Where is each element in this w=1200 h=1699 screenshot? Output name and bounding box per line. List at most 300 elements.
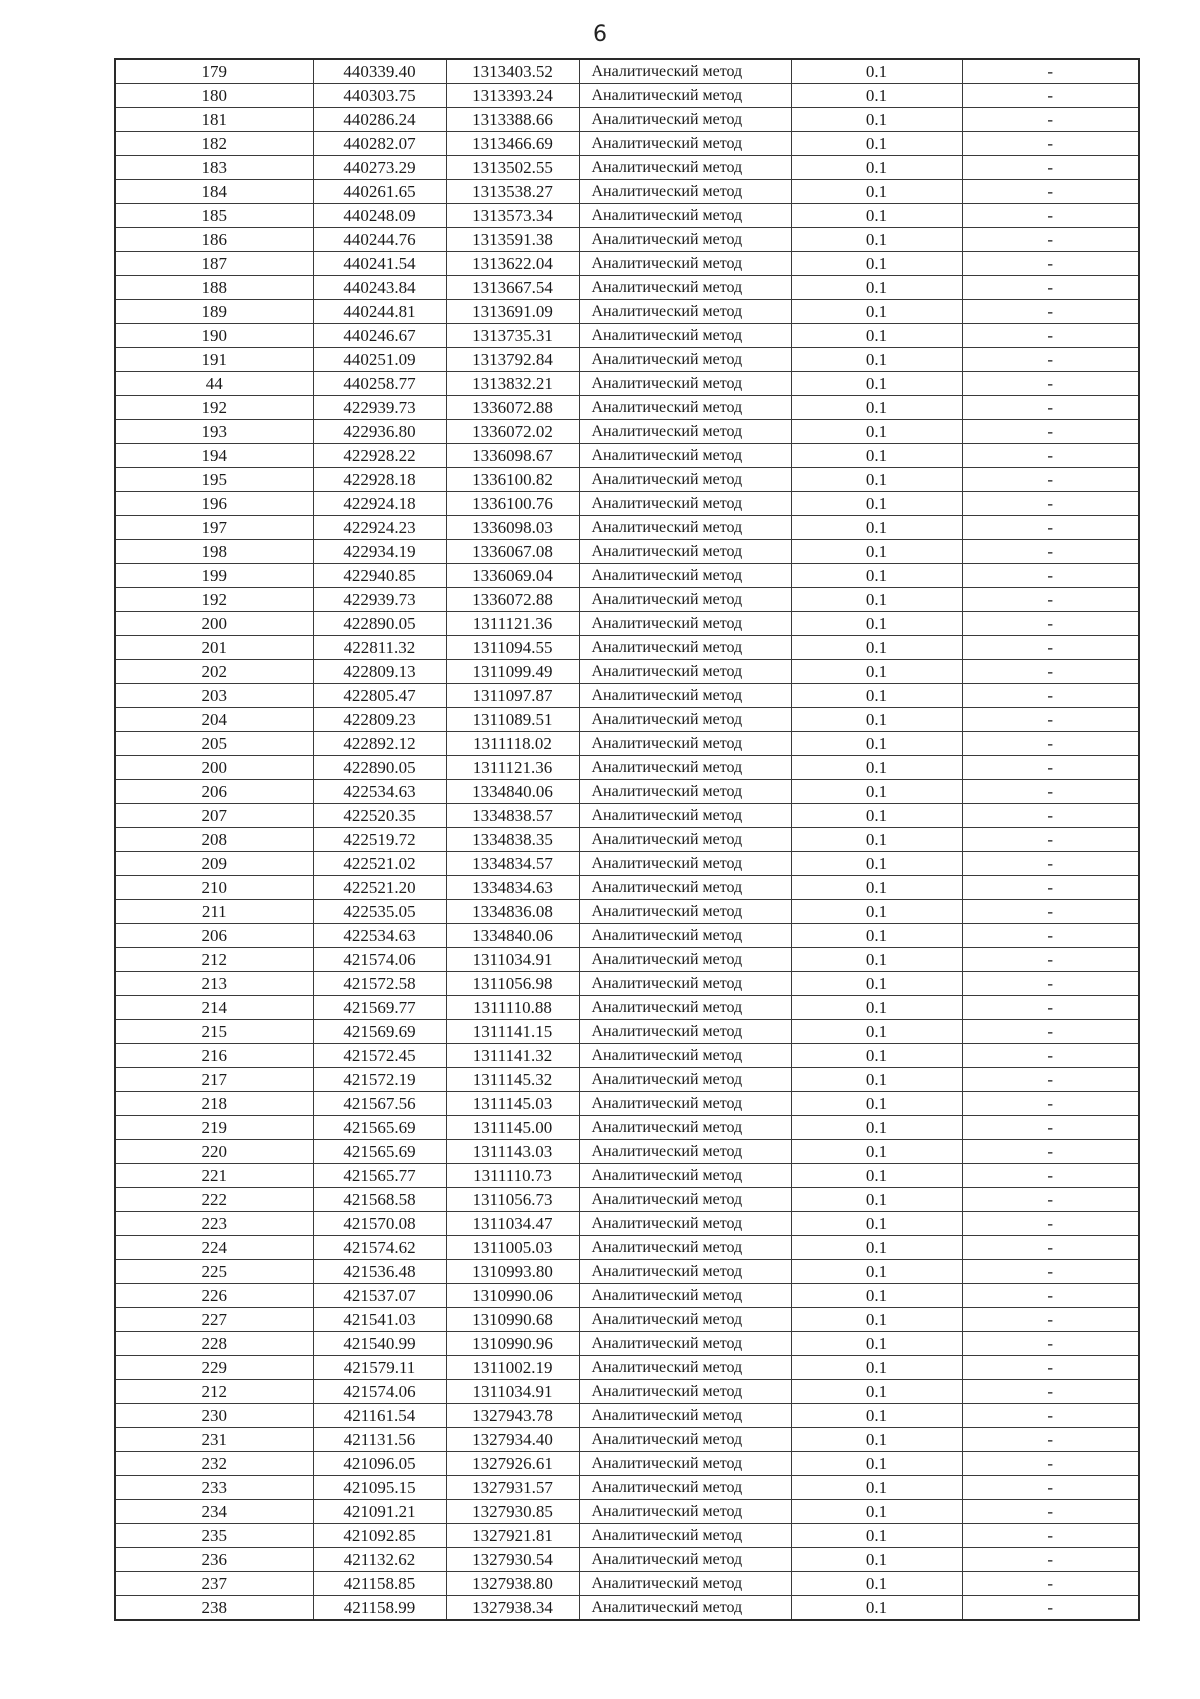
point-number-cell: 190: [115, 324, 313, 348]
description-cell: -: [962, 276, 1139, 300]
y-coordinate-cell: 1336100.82: [446, 468, 579, 492]
precision-cell: 0.1: [791, 1212, 962, 1236]
description-cell: -: [962, 708, 1139, 732]
precision-cell: 0.1: [791, 1524, 962, 1548]
table-row: [115, 108, 1139, 132]
table-row: [115, 780, 1139, 804]
x-coordinate-cell: 422934.19: [313, 540, 446, 564]
precision-cell: 0.1: [791, 300, 962, 324]
precision-cell: 0.1: [791, 180, 962, 204]
y-coordinate-cell: 1334836.08: [446, 900, 579, 924]
method-cell: Аналитический метод: [579, 444, 791, 468]
method-cell: Аналитический метод: [579, 84, 791, 108]
y-coordinate-cell: 1311141.32: [446, 1044, 579, 1068]
x-coordinate-cell: 440244.76: [313, 228, 446, 252]
precision-cell: 0.1: [791, 684, 962, 708]
precision-cell: 0.1: [791, 588, 962, 612]
table-row: [115, 684, 1139, 708]
method-cell: Аналитический метод: [579, 876, 791, 900]
method-cell: Аналитический метод: [579, 588, 791, 612]
description-cell: -: [962, 300, 1139, 324]
precision-cell: 0.1: [791, 1044, 962, 1068]
method-cell: Аналитический метод: [579, 252, 791, 276]
description-cell: -: [962, 1356, 1139, 1380]
point-number-cell: 44: [115, 372, 313, 396]
table-row: [115, 804, 1139, 828]
y-coordinate-cell: 1336069.04: [446, 564, 579, 588]
table-row: [115, 1260, 1139, 1284]
method-cell: Аналитический метод: [579, 372, 791, 396]
description-cell: -: [962, 204, 1139, 228]
x-coordinate-cell: 421572.58: [313, 972, 446, 996]
x-coordinate-cell: 421565.77: [313, 1164, 446, 1188]
method-cell: Аналитический метод: [579, 1524, 791, 1548]
point-number-cell: 207: [115, 804, 313, 828]
y-coordinate-cell: 1327926.61: [446, 1452, 579, 1476]
table-row: [115, 732, 1139, 756]
x-coordinate-cell: 422924.23: [313, 516, 446, 540]
point-number-cell: 220: [115, 1140, 313, 1164]
table-row: [115, 708, 1139, 732]
precision-cell: 0.1: [791, 1260, 962, 1284]
table-row: [115, 924, 1139, 948]
method-cell: Аналитический метод: [579, 420, 791, 444]
x-coordinate-cell: 422939.73: [313, 588, 446, 612]
x-coordinate-cell: 421095.15: [313, 1476, 446, 1500]
y-coordinate-cell: 1313538.27: [446, 180, 579, 204]
method-cell: Аналитический метод: [579, 540, 791, 564]
method-cell: Аналитический метод: [579, 924, 791, 948]
point-number-cell: 225: [115, 1260, 313, 1284]
table-row: [115, 300, 1139, 324]
precision-cell: 0.1: [791, 228, 962, 252]
description-cell: -: [962, 1596, 1139, 1621]
method-cell: Аналитический метод: [579, 228, 791, 252]
table-row: [115, 972, 1139, 996]
table-row: [115, 1188, 1139, 1212]
point-number-cell: 199: [115, 564, 313, 588]
precision-cell: 0.1: [791, 1428, 962, 1452]
point-number-cell: 194: [115, 444, 313, 468]
table-row: [115, 588, 1139, 612]
method-cell: Аналитический метод: [579, 636, 791, 660]
method-cell: Аналитический метод: [579, 59, 791, 84]
method-cell: Аналитический метод: [579, 1236, 791, 1260]
y-coordinate-cell: 1311121.36: [446, 612, 579, 636]
y-coordinate-cell: 1313573.34: [446, 204, 579, 228]
method-cell: Аналитический метод: [579, 1116, 791, 1140]
method-cell: Аналитический метод: [579, 852, 791, 876]
point-number-cell: 195: [115, 468, 313, 492]
point-number-cell: 211: [115, 900, 313, 924]
point-number-cell: 210: [115, 876, 313, 900]
table-row: [115, 252, 1139, 276]
description-cell: -: [962, 1476, 1139, 1500]
precision-cell: 0.1: [791, 636, 962, 660]
description-cell: -: [962, 828, 1139, 852]
method-cell: Аналитический метод: [579, 828, 791, 852]
precision-cell: 0.1: [791, 948, 962, 972]
x-coordinate-cell: 421131.56: [313, 1428, 446, 1452]
precision-cell: 0.1: [791, 324, 962, 348]
y-coordinate-cell: 1327930.54: [446, 1548, 579, 1572]
description-cell: -: [962, 228, 1139, 252]
table-row: [115, 396, 1139, 420]
description-cell: -: [962, 1524, 1139, 1548]
x-coordinate-cell: 421158.99: [313, 1596, 446, 1621]
description-cell: -: [962, 516, 1139, 540]
point-number-cell: 234: [115, 1500, 313, 1524]
method-cell: Аналитический метод: [579, 492, 791, 516]
y-coordinate-cell: 1311118.02: [446, 732, 579, 756]
description-cell: -: [962, 540, 1139, 564]
precision-cell: 0.1: [791, 612, 962, 636]
point-number-cell: 201: [115, 636, 313, 660]
precision-cell: 0.1: [791, 1116, 962, 1140]
precision-cell: 0.1: [791, 660, 962, 684]
point-number-cell: 231: [115, 1428, 313, 1452]
y-coordinate-cell: 1327934.40: [446, 1428, 579, 1452]
description-cell: -: [962, 660, 1139, 684]
y-coordinate-cell: 1311034.91: [446, 1380, 579, 1404]
table-row: [115, 948, 1139, 972]
x-coordinate-cell: 421537.07: [313, 1284, 446, 1308]
x-coordinate-cell: 421579.11: [313, 1356, 446, 1380]
description-cell: -: [962, 1068, 1139, 1092]
x-coordinate-cell: 422809.13: [313, 660, 446, 684]
x-coordinate-cell: 422924.18: [313, 492, 446, 516]
y-coordinate-cell: 1311145.03: [446, 1092, 579, 1116]
x-coordinate-cell: 422534.63: [313, 780, 446, 804]
precision-cell: 0.1: [791, 84, 962, 108]
x-coordinate-cell: 421570.08: [313, 1212, 446, 1236]
method-cell: Аналитический метод: [579, 1500, 791, 1524]
method-cell: Аналитический метод: [579, 132, 791, 156]
description-cell: -: [962, 444, 1139, 468]
point-number-cell: 180: [115, 84, 313, 108]
x-coordinate-cell: 421536.48: [313, 1260, 446, 1284]
y-coordinate-cell: 1311145.32: [446, 1068, 579, 1092]
table-row: [115, 636, 1139, 660]
y-coordinate-cell: 1334838.35: [446, 828, 579, 852]
point-number-cell: 197: [115, 516, 313, 540]
description-cell: -: [962, 852, 1139, 876]
point-number-cell: 213: [115, 972, 313, 996]
table-row: [115, 1500, 1139, 1524]
precision-cell: 0.1: [791, 1164, 962, 1188]
x-coordinate-cell: 422519.72: [313, 828, 446, 852]
y-coordinate-cell: 1311005.03: [446, 1236, 579, 1260]
y-coordinate-cell: 1311094.55: [446, 636, 579, 660]
y-coordinate-cell: 1311097.87: [446, 684, 579, 708]
y-coordinate-cell: 1310990.96: [446, 1332, 579, 1356]
table-row: [115, 180, 1139, 204]
point-number-cell: 232: [115, 1452, 313, 1476]
y-coordinate-cell: 1336072.88: [446, 396, 579, 420]
description-cell: -: [962, 396, 1139, 420]
precision-cell: 0.1: [791, 1140, 962, 1164]
y-coordinate-cell: 1327943.78: [446, 1404, 579, 1428]
method-cell: Аналитический метод: [579, 756, 791, 780]
x-coordinate-cell: 440258.77: [313, 372, 446, 396]
precision-cell: 0.1: [791, 1500, 962, 1524]
description-cell: -: [962, 1260, 1139, 1284]
precision-cell: 0.1: [791, 108, 962, 132]
x-coordinate-cell: 421569.77: [313, 996, 446, 1020]
table-row: [115, 996, 1139, 1020]
point-number-cell: 216: [115, 1044, 313, 1068]
precision-cell: 0.1: [791, 372, 962, 396]
description-cell: -: [962, 252, 1139, 276]
point-number-cell: 184: [115, 180, 313, 204]
point-number-cell: 230: [115, 1404, 313, 1428]
precision-cell: 0.1: [791, 1452, 962, 1476]
x-coordinate-cell: 422521.02: [313, 852, 446, 876]
precision-cell: 0.1: [791, 492, 962, 516]
x-coordinate-cell: 421568.58: [313, 1188, 446, 1212]
description-cell: -: [962, 492, 1139, 516]
precision-cell: 0.1: [791, 1572, 962, 1596]
table-row: [115, 348, 1139, 372]
description-cell: -: [962, 1452, 1139, 1476]
x-coordinate-cell: 440261.65: [313, 180, 446, 204]
precision-cell: 0.1: [791, 468, 962, 492]
method-cell: Аналитический метод: [579, 1140, 791, 1164]
point-number-cell: 188: [115, 276, 313, 300]
precision-cell: 0.1: [791, 396, 962, 420]
y-coordinate-cell: 1311056.73: [446, 1188, 579, 1212]
method-cell: Аналитический метод: [579, 684, 791, 708]
y-coordinate-cell: 1311145.00: [446, 1116, 579, 1140]
description-cell: -: [962, 156, 1139, 180]
precision-cell: 0.1: [791, 252, 962, 276]
point-number-cell: 219: [115, 1116, 313, 1140]
y-coordinate-cell: 1311121.36: [446, 756, 579, 780]
description-cell: -: [962, 804, 1139, 828]
x-coordinate-cell: 421096.05: [313, 1452, 446, 1476]
table-row: [115, 204, 1139, 228]
table-row: [115, 1548, 1139, 1572]
table-row: [115, 564, 1139, 588]
y-coordinate-cell: 1313735.31: [446, 324, 579, 348]
table-row: [115, 1140, 1139, 1164]
table-row: [115, 84, 1139, 108]
description-cell: -: [962, 636, 1139, 660]
table-row: [115, 132, 1139, 156]
x-coordinate-cell: 422936.80: [313, 420, 446, 444]
precision-cell: 0.1: [791, 1356, 962, 1380]
y-coordinate-cell: 1311034.47: [446, 1212, 579, 1236]
x-coordinate-cell: 440273.29: [313, 156, 446, 180]
point-number-cell: 212: [115, 948, 313, 972]
method-cell: Аналитический метод: [579, 660, 791, 684]
point-number-cell: 203: [115, 684, 313, 708]
x-coordinate-cell: 421541.03: [313, 1308, 446, 1332]
y-coordinate-cell: 1334834.63: [446, 876, 579, 900]
method-cell: Аналитический метод: [579, 1332, 791, 1356]
table-row: [115, 1092, 1139, 1116]
method-cell: Аналитический метод: [579, 564, 791, 588]
method-cell: Аналитический метод: [579, 1380, 791, 1404]
y-coordinate-cell: 1336072.88: [446, 588, 579, 612]
y-coordinate-cell: 1327938.34: [446, 1596, 579, 1621]
x-coordinate-cell: 422520.35: [313, 804, 446, 828]
point-number-cell: 192: [115, 396, 313, 420]
description-cell: -: [962, 1188, 1139, 1212]
x-coordinate-cell: 440339.40: [313, 59, 446, 84]
point-number-cell: 202: [115, 660, 313, 684]
point-number-cell: 206: [115, 780, 313, 804]
method-cell: Аналитический метод: [579, 1356, 791, 1380]
method-cell: Аналитический метод: [579, 1428, 791, 1452]
precision-cell: 0.1: [791, 59, 962, 84]
table-row: [115, 516, 1139, 540]
precision-cell: 0.1: [791, 828, 962, 852]
point-number-cell: 229: [115, 1356, 313, 1380]
x-coordinate-cell: 422521.20: [313, 876, 446, 900]
precision-cell: 0.1: [791, 1596, 962, 1621]
x-coordinate-cell: 422809.23: [313, 708, 446, 732]
table-row: [115, 1596, 1139, 1621]
y-coordinate-cell: 1327921.81: [446, 1524, 579, 1548]
y-coordinate-cell: 1313832.21: [446, 372, 579, 396]
y-coordinate-cell: 1313393.24: [446, 84, 579, 108]
y-coordinate-cell: 1327938.80: [446, 1572, 579, 1596]
table-row: [115, 828, 1139, 852]
point-number-cell: 217: [115, 1068, 313, 1092]
precision-cell: 0.1: [791, 924, 962, 948]
precision-cell: 0.1: [791, 564, 962, 588]
y-coordinate-cell: 1311110.88: [446, 996, 579, 1020]
precision-cell: 0.1: [791, 348, 962, 372]
table-row: [115, 1428, 1139, 1452]
precision-cell: 0.1: [791, 1332, 962, 1356]
point-number-cell: 238: [115, 1596, 313, 1621]
description-cell: -: [962, 1332, 1139, 1356]
y-coordinate-cell: 1334840.06: [446, 780, 579, 804]
description-cell: -: [962, 1308, 1139, 1332]
table-row: [115, 324, 1139, 348]
table-row: [115, 1572, 1139, 1596]
precision-cell: 0.1: [791, 852, 962, 876]
precision-cell: 0.1: [791, 972, 962, 996]
table-row: [115, 1476, 1139, 1500]
x-coordinate-cell: 440248.09: [313, 204, 446, 228]
table-row: [115, 156, 1139, 180]
description-cell: -: [962, 996, 1139, 1020]
precision-cell: 0.1: [791, 540, 962, 564]
y-coordinate-cell: 1336067.08: [446, 540, 579, 564]
y-coordinate-cell: 1311056.98: [446, 972, 579, 996]
x-coordinate-cell: 421574.62: [313, 1236, 446, 1260]
x-coordinate-cell: 421091.21: [313, 1500, 446, 1524]
x-coordinate-cell: 421132.62: [313, 1548, 446, 1572]
table-row: [115, 1284, 1139, 1308]
precision-cell: 0.1: [791, 756, 962, 780]
description-cell: -: [962, 1092, 1139, 1116]
precision-cell: 0.1: [791, 876, 962, 900]
table-row: [115, 1068, 1139, 1092]
description-cell: -: [962, 876, 1139, 900]
table-row: [115, 1524, 1139, 1548]
description-cell: -: [962, 1044, 1139, 1068]
method-cell: Аналитический метод: [579, 1092, 791, 1116]
method-cell: Аналитический метод: [579, 996, 791, 1020]
description-cell: -: [962, 1572, 1139, 1596]
point-number-cell: 218: [115, 1092, 313, 1116]
table-row: [115, 756, 1139, 780]
x-coordinate-cell: 422928.18: [313, 468, 446, 492]
y-coordinate-cell: 1313502.55: [446, 156, 579, 180]
table-row: [115, 1212, 1139, 1236]
description-cell: -: [962, 564, 1139, 588]
precision-cell: 0.1: [791, 1020, 962, 1044]
description-cell: -: [962, 132, 1139, 156]
point-number-cell: 235: [115, 1524, 313, 1548]
y-coordinate-cell: 1311089.51: [446, 708, 579, 732]
method-cell: Аналитический метод: [579, 1020, 791, 1044]
coordinates-table: [114, 58, 1140, 1621]
point-number-cell: 196: [115, 492, 313, 516]
point-number-cell: 215: [115, 1020, 313, 1044]
y-coordinate-cell: 1311143.03: [446, 1140, 579, 1164]
table-row: [115, 276, 1139, 300]
point-number-cell: 212: [115, 1380, 313, 1404]
method-cell: Аналитический метод: [579, 1260, 791, 1284]
precision-cell: 0.1: [791, 804, 962, 828]
y-coordinate-cell: 1311034.91: [446, 948, 579, 972]
table-row: [115, 59, 1139, 84]
y-coordinate-cell: 1313792.84: [446, 348, 579, 372]
point-number-cell: 192: [115, 588, 313, 612]
precision-cell: 0.1: [791, 1092, 962, 1116]
description-cell: -: [962, 348, 1139, 372]
precision-cell: 0.1: [791, 1380, 962, 1404]
description-cell: -: [962, 420, 1139, 444]
x-coordinate-cell: 421567.56: [313, 1092, 446, 1116]
point-number-cell: 206: [115, 924, 313, 948]
method-cell: Аналитический метод: [579, 300, 791, 324]
precision-cell: 0.1: [791, 1404, 962, 1428]
point-number-cell: 224: [115, 1236, 313, 1260]
table-row: [115, 540, 1139, 564]
y-coordinate-cell: 1327930.85: [446, 1500, 579, 1524]
y-coordinate-cell: 1313622.04: [446, 252, 579, 276]
description-cell: -: [962, 684, 1139, 708]
y-coordinate-cell: 1311141.15: [446, 1020, 579, 1044]
table-row: [115, 852, 1139, 876]
precision-cell: 0.1: [791, 1308, 962, 1332]
y-coordinate-cell: 1334840.06: [446, 924, 579, 948]
table-row: [115, 492, 1139, 516]
point-number-cell: 209: [115, 852, 313, 876]
method-cell: Аналитический метод: [579, 516, 791, 540]
table-row: [115, 1236, 1139, 1260]
description-cell: -: [962, 1500, 1139, 1524]
table-row: [115, 372, 1139, 396]
description-cell: -: [962, 900, 1139, 924]
method-cell: Аналитический метод: [579, 780, 791, 804]
x-coordinate-cell: 421092.85: [313, 1524, 446, 1548]
precision-cell: 0.1: [791, 204, 962, 228]
y-coordinate-cell: 1336100.76: [446, 492, 579, 516]
point-number-cell: 205: [115, 732, 313, 756]
description-cell: -: [962, 1116, 1139, 1140]
point-number-cell: 187: [115, 252, 313, 276]
table-row: [115, 1308, 1139, 1332]
description-cell: -: [962, 1212, 1139, 1236]
table-row: [115, 468, 1139, 492]
